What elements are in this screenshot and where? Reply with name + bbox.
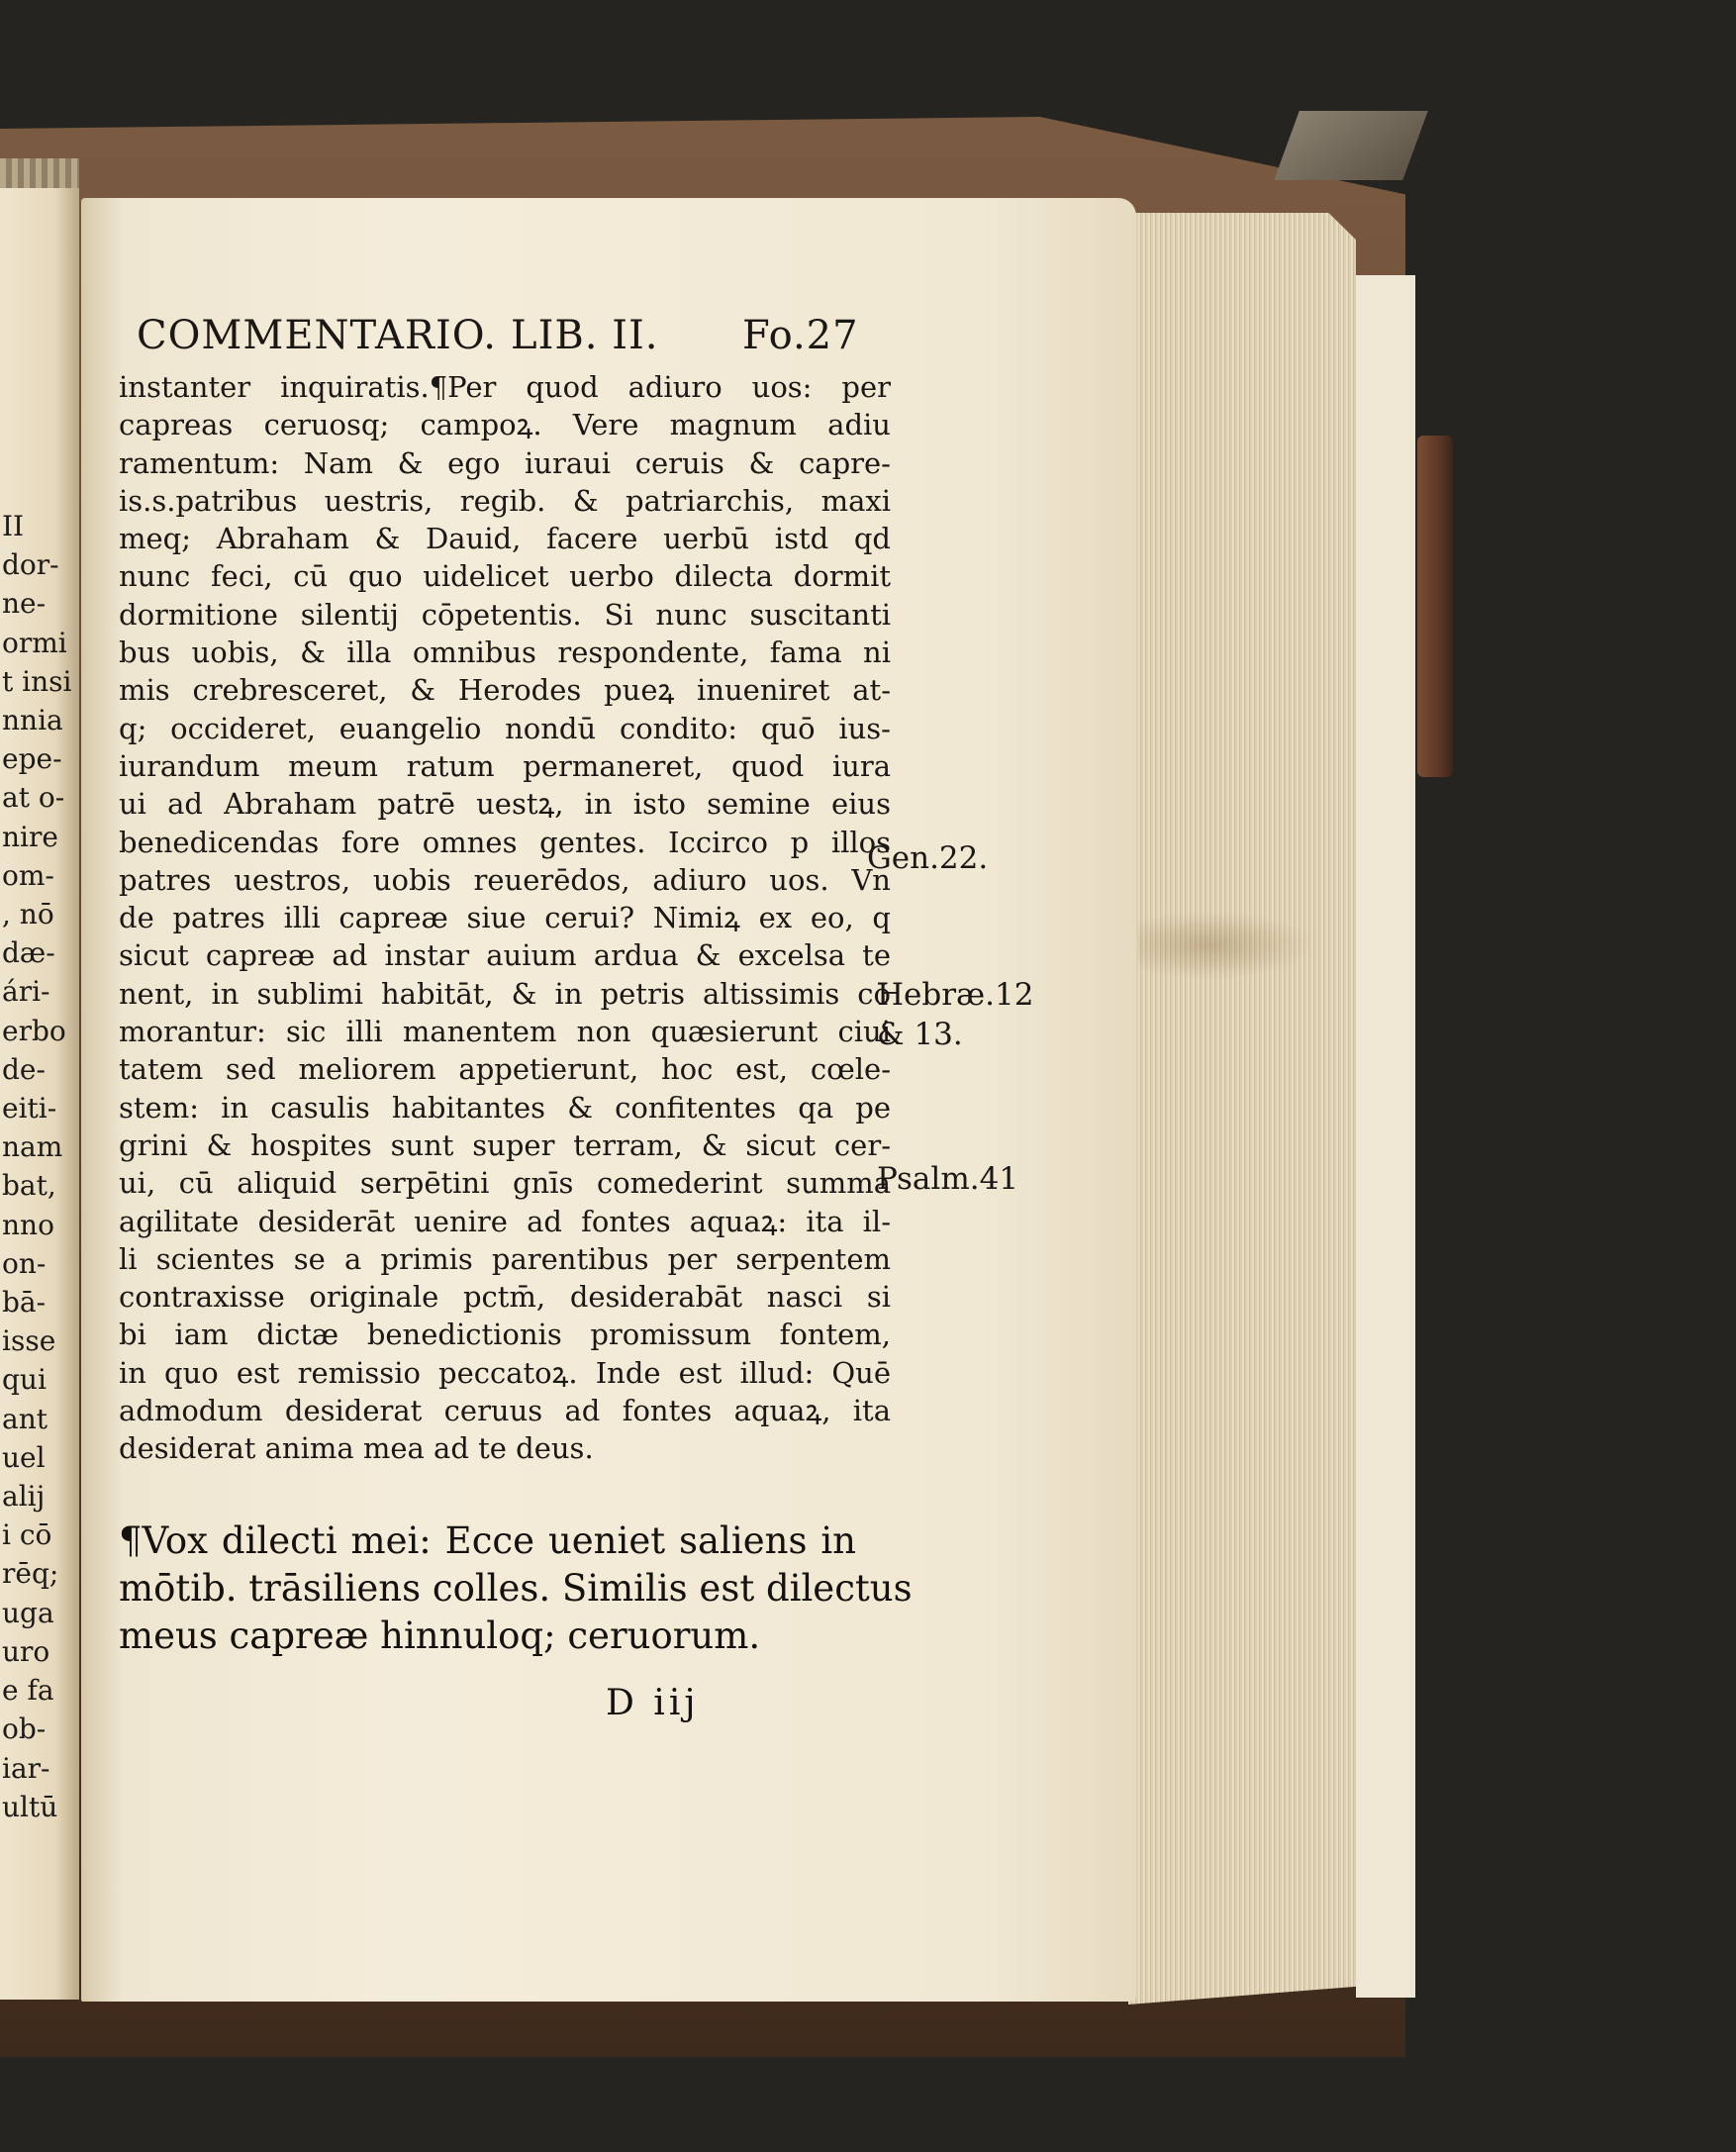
body-line: admodum desiderat ceruus ad fontes aquaꝝ, ita [119, 1394, 891, 1428]
left-fragment: isse [2, 1324, 56, 1358]
body-line: in quo est remissio peccatoꝝ. Inde est illud: Quē [119, 1355, 891, 1390]
body-line: mis crebresceret, & Herodes pueꝝ inueniret at- [119, 673, 891, 708]
left-fragment: t insi [2, 664, 72, 698]
left-fragment: uga [2, 1596, 54, 1629]
left-fragment: bat, [2, 1169, 56, 1203]
left-fragment: erbo [2, 1014, 66, 1047]
running-head-title: COMMENTARIO. [137, 313, 497, 358]
left-fragment: e fa [2, 1674, 54, 1708]
page-stack-edges [1128, 213, 1356, 2005]
body-line: iurandum meum ratum permaneret, quod iura [119, 748, 891, 783]
margin-note-psalm: Psalm.41 [877, 1161, 1019, 1197]
body-line: ramentum: Nam & ego iuraui ceruis & capre- [119, 445, 891, 480]
left-fragment: ári- [2, 975, 50, 1009]
body-line: ui ad Abraham patrē uestꝝ, in isto semine eius [119, 787, 891, 822]
ink-offset-stain [1138, 911, 1316, 980]
body-line: li scientes se a primis parentibus per serpentem [119, 1241, 891, 1276]
body-line: tatem sed meliorem appetierunt, hoc est, cœle- [119, 1052, 891, 1087]
running-head [137, 313, 859, 360]
body-line: capreas ceruosq; campoꝝ. Vere magnum adiu [119, 408, 891, 442]
left-fragment: nam [2, 1130, 63, 1164]
body-line: agilitate desiderāt uenire ad fontes aquaꝝ: ita il- [119, 1204, 891, 1238]
left-fragment: nno [2, 1208, 54, 1241]
running-head-book: LIB. II. [511, 313, 659, 358]
body-line: bi iam dictæ benedictionis promissum fontem, [119, 1318, 891, 1352]
body-line: instanter inquiratis.¶Per quod adiuro uos: per [119, 370, 891, 404]
leather-clasp [1417, 436, 1453, 777]
body-line: q; occideret, euangelio nondū condito: quō ius- [119, 711, 891, 745]
body-line: patres uestros, uobis reuerēdos, adiuro uos. Vn [119, 862, 891, 897]
left-fragment: qui [2, 1363, 47, 1397]
left-fragment: uro [2, 1634, 50, 1668]
left-facing-page [0, 188, 79, 2000]
body-line: meq; Abraham & Dauid, facere uerbū istd qd [119, 522, 891, 556]
body-line: nunc feci, cū quo uidelicet uerbo dilecta dormit [119, 559, 891, 594]
body-line: ui, cū aliquid serpētini gnīs comederint summa [119, 1166, 891, 1201]
left-fragment: de- [2, 1052, 46, 1086]
body-line: desiderat anima mea ad te deus. [119, 1431, 594, 1466]
margin-note-hebrews: Hebræ.12 [877, 977, 1034, 1013]
body-line: de patres illi capreæ siue cerui? Nimiꝝ ex eo, q [119, 901, 891, 935]
lemma-line: ¶Vox dilecti mei: Ecce ueniet saliens in [119, 1519, 856, 1562]
left-fragment: alij [2, 1480, 46, 1514]
left-fragment: on- [2, 1246, 47, 1280]
lemma-line: meus capreæ hinnuloq; ceruorum. [119, 1614, 761, 1657]
left-fragment: om- [2, 858, 54, 892]
left-fragment: ant [2, 1402, 48, 1435]
margin-note-genesis: Gen.22. [867, 840, 989, 876]
body-line: grini & hospites sunt super terram, & sicut cer- [119, 1127, 891, 1162]
left-fragment: II [2, 510, 25, 542]
left-fragment: nire [2, 820, 58, 853]
body-line: nent, in sublimi habitāt, & in petris altissimis cō [119, 976, 891, 1011]
cover-corner [1274, 111, 1427, 180]
left-fragment: ob- [2, 1712, 47, 1746]
body-line: is.s.patribus uestris, regib. & patriarchis, maxi [119, 483, 891, 518]
body-line: stem: in casulis habitantes & confitentes qa pe [119, 1090, 891, 1125]
body-line: morantur: sic illi manentem non quæsierunt ciui [119, 1015, 891, 1049]
left-fragment: ultū [2, 1790, 58, 1823]
left-fragment: eiti- [2, 1092, 57, 1125]
left-fragment: rēq; [2, 1557, 59, 1591]
body-line: contraxisse originale pctm̄, desiderabāt nasci si [119, 1280, 891, 1315]
margin-note-hebrews-cont: & 13. [877, 1017, 963, 1052]
body-line: bus uobis, & illa omnibus respondente, fama ni [119, 636, 891, 670]
body-line: benedicendas fore omnes gentes. Iccirco p illos [119, 825, 891, 859]
signature-mark: D iij [606, 1683, 700, 1723]
left-fragment: dæ- [2, 936, 55, 970]
left-fragment: bā- [2, 1286, 47, 1320]
left-fragment: dor- [2, 548, 59, 582]
left-fragment: nnia [2, 704, 63, 737]
left-fragment: iar- [2, 1751, 50, 1785]
folio-number: Fo.27 [742, 313, 859, 358]
left-page-text-fragments [2, 507, 72, 1826]
left-fragment: ormi [2, 626, 67, 659]
body-line: sicut capreæ ad instar auium ardua & excelsa te [119, 938, 891, 973]
left-fragment: , nō [2, 898, 54, 931]
lemma-line: mōtib. trāsiliens colles. Similis est dilectus [119, 1567, 913, 1610]
body-line: dormitione silentij cōpetentis. Si nunc suscitanti [119, 597, 891, 632]
left-fragment: ne- [2, 587, 47, 621]
commentary-text [119, 368, 891, 1468]
left-fragment: uel [2, 1440, 46, 1474]
loose-leaf [1356, 275, 1415, 1998]
left-fragment: at o- [2, 781, 65, 815]
left-fragment: epe- [2, 742, 62, 776]
left-fragment: i cō [2, 1518, 52, 1552]
scripture-lemma [119, 1517, 913, 1660]
